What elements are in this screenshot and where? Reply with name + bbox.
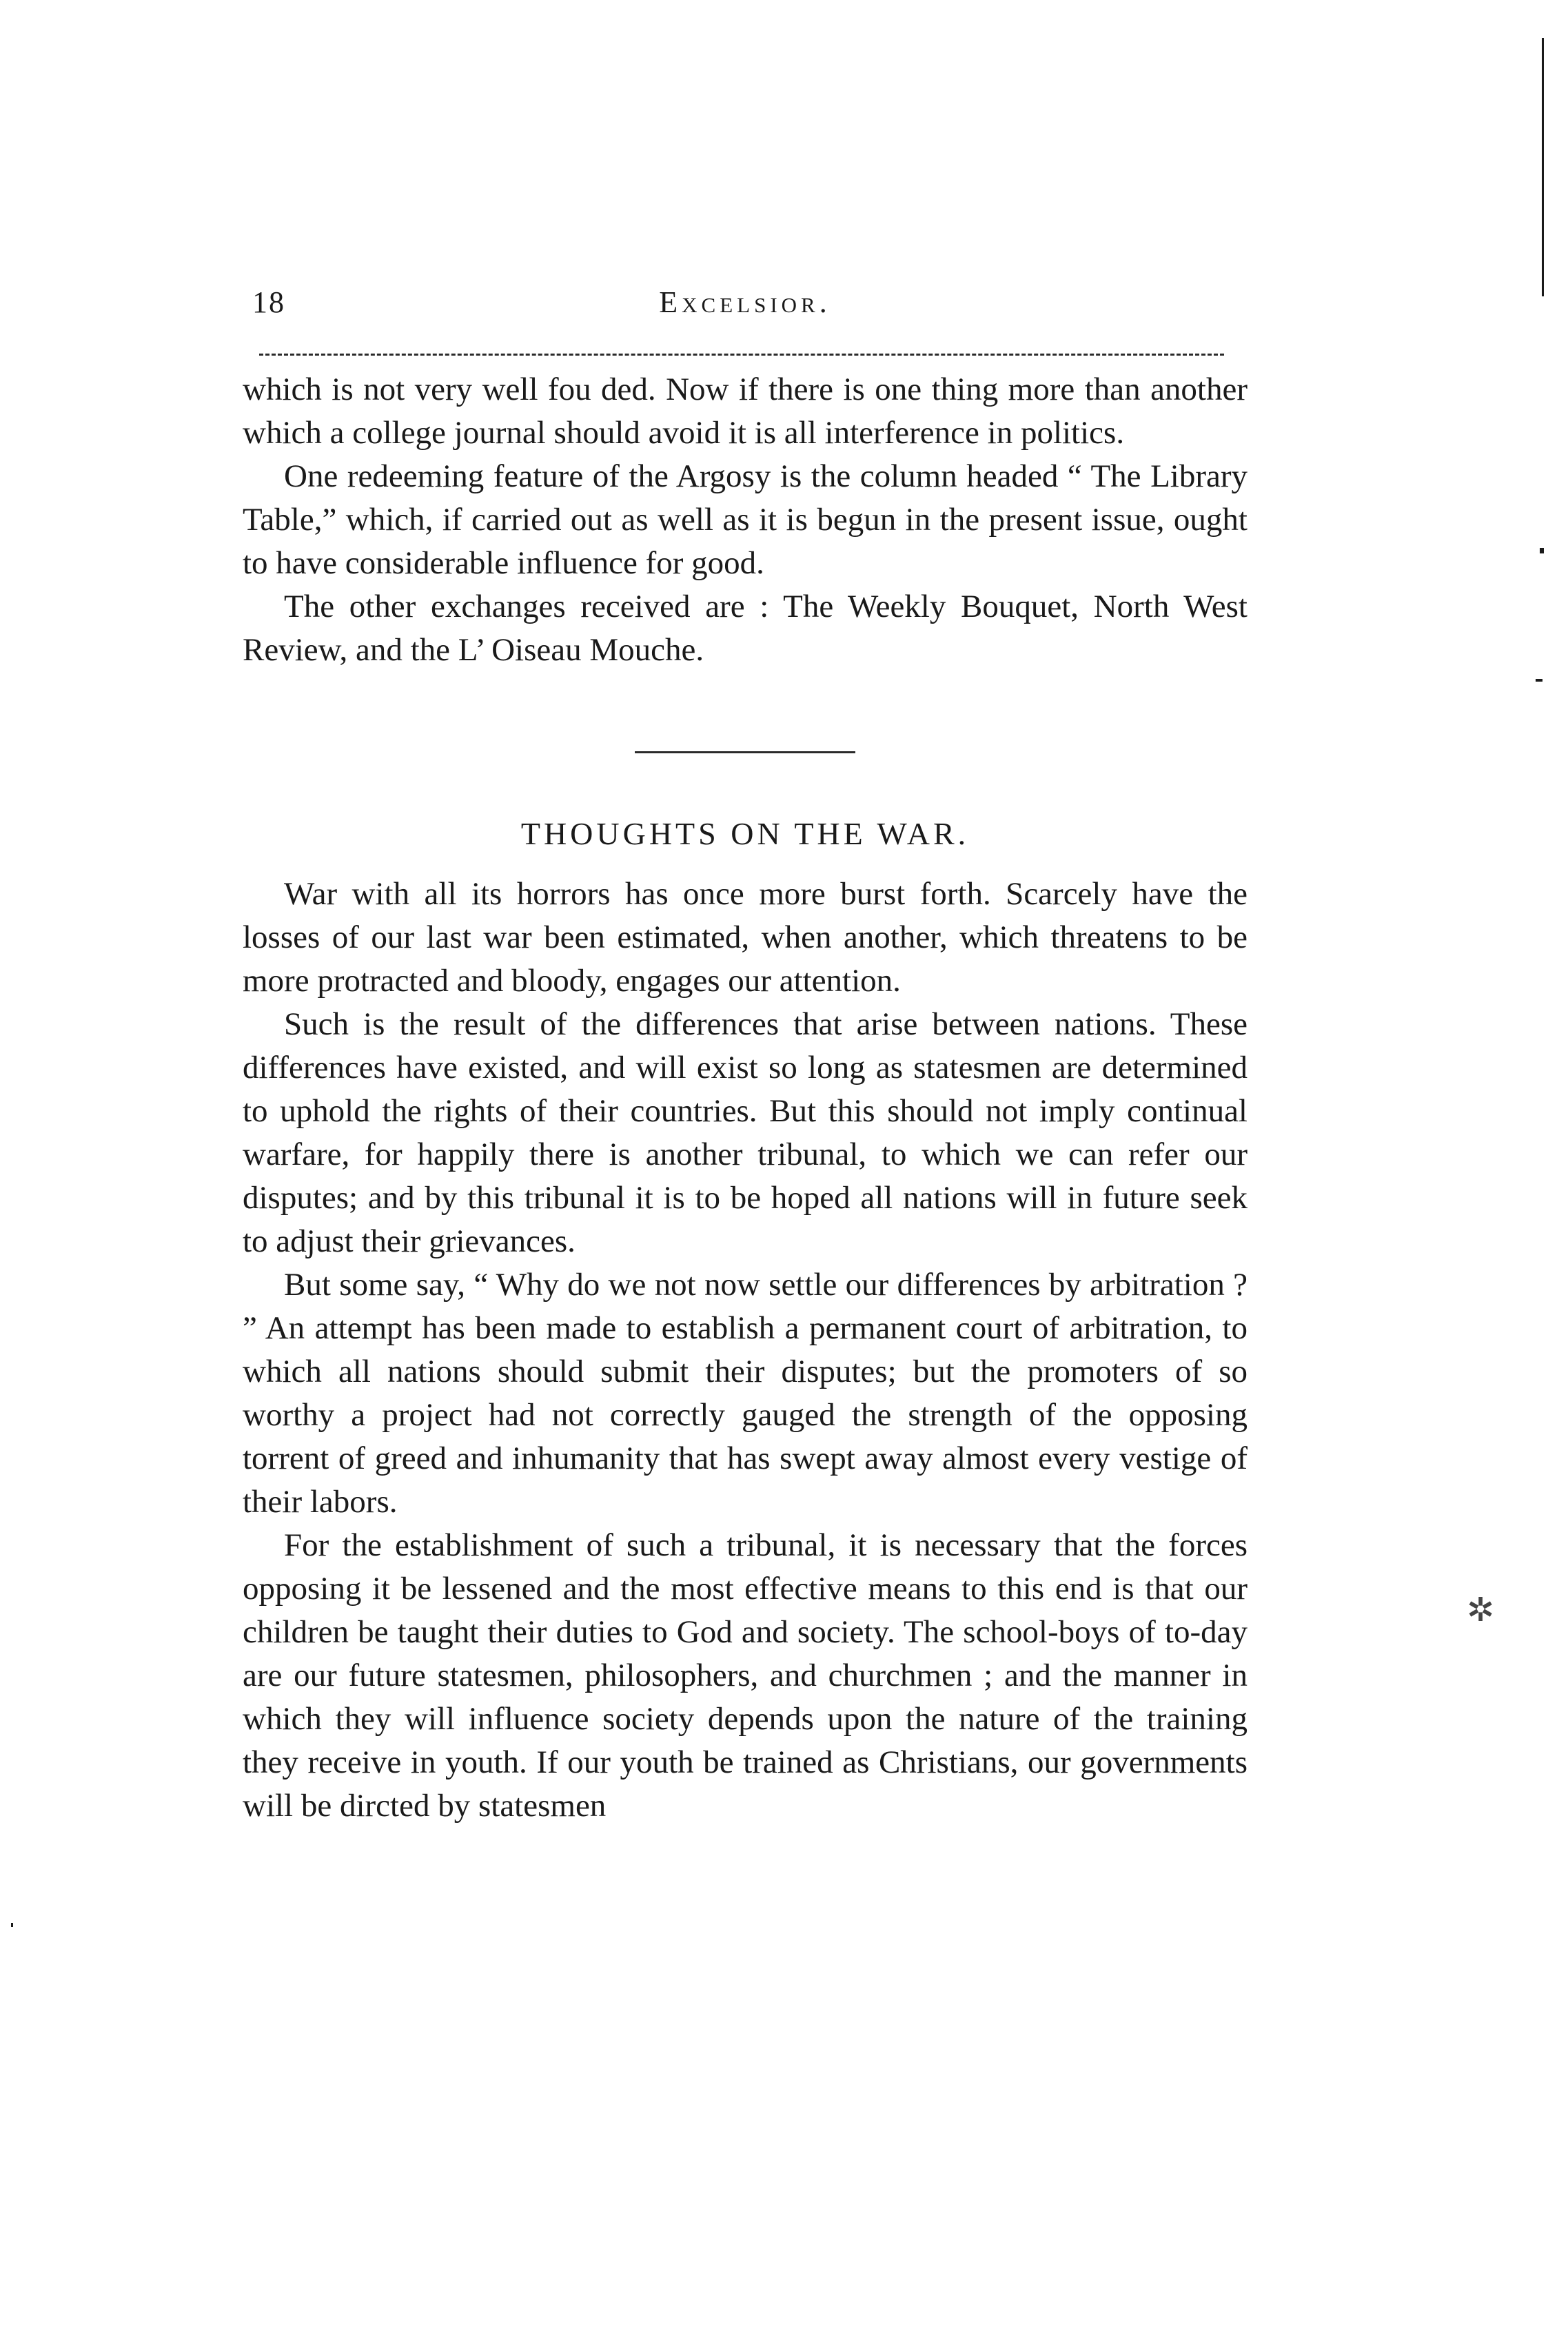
running-head	[243, 279, 1248, 334]
margin-ornament: ✲	[1467, 1592, 1495, 1629]
paragraph: The other exchanges received are : The Weekly Bouquet, North West Review, and the L’ Oiseau Mouche.	[243, 589, 1248, 668]
paragraph: Such is the result of the differences that arise between nations. These differences have existed, and will exist so long as statesmen are determined to uphold the rights of their countries. But this should not imply continual warfare, for happily there is another tribunal, to which we can refer our disputes; and by this tribunal it is to be hoped all nations will in future seek to adjust their grievances.	[243, 1006, 1248, 1259]
paragraph: War with all its horrors has once more burst forth. Scarcely have the losses of our last war been estimated, when another, which threatens to be more protracted and bloody, engages our attention.	[243, 876, 1248, 999]
page-number: 18	[252, 285, 285, 319]
paragraph: But some say, “ Why do we not now settle our differences by arbitration ? ” An attempt has been made to establish a permanent court of arbitration, to which all nations should submit their disputes; but the promoters of so worthy a project had not correctly gauged the strength of the opposing torrent of greed and inhumanity that has swept away almost every vestige of their labors.	[243, 1267, 1248, 1520]
article-title: THOUGHTS ON THE WAR.	[520, 816, 970, 851]
paragraph: which is not very well fou ded. Now if there is one thing more than another which a college journal should avoid it is all interference in politics.	[243, 371, 1248, 451]
running-title: Excelsior.	[659, 285, 831, 319]
paragraph: One redeeming feature of the Argosy is the column headed “ The Library Table,” which, if carried out as well as it is begun in the present issue, ought to have considerable influence for good.	[243, 458, 1248, 581]
paragraph: For the establishment of such a tribunal, it is necessary that the forces opposing it be lessened and the most effective means to this end is that our children be taught their duties to God and society. The school-boys of to-day are our future statesmen, philosophers, and churchmen ; and the manner in which they will influence society depends upon the nature of the training they receive in youth. If our youth be trained as Christians, our governments will be dircted by statesmen	[243, 1527, 1248, 1824]
section-divider	[635, 751, 855, 753]
exchanges-section	[243, 368, 1248, 672]
header-rule	[259, 354, 1224, 356]
scan-speck	[1540, 548, 1544, 553]
text-column	[243, 279, 1248, 1828]
scan-speck	[1536, 679, 1542, 682]
scan-edge-line	[1542, 38, 1544, 296]
scan-speck	[11, 1923, 13, 1927]
article-body	[243, 873, 1248, 1828]
